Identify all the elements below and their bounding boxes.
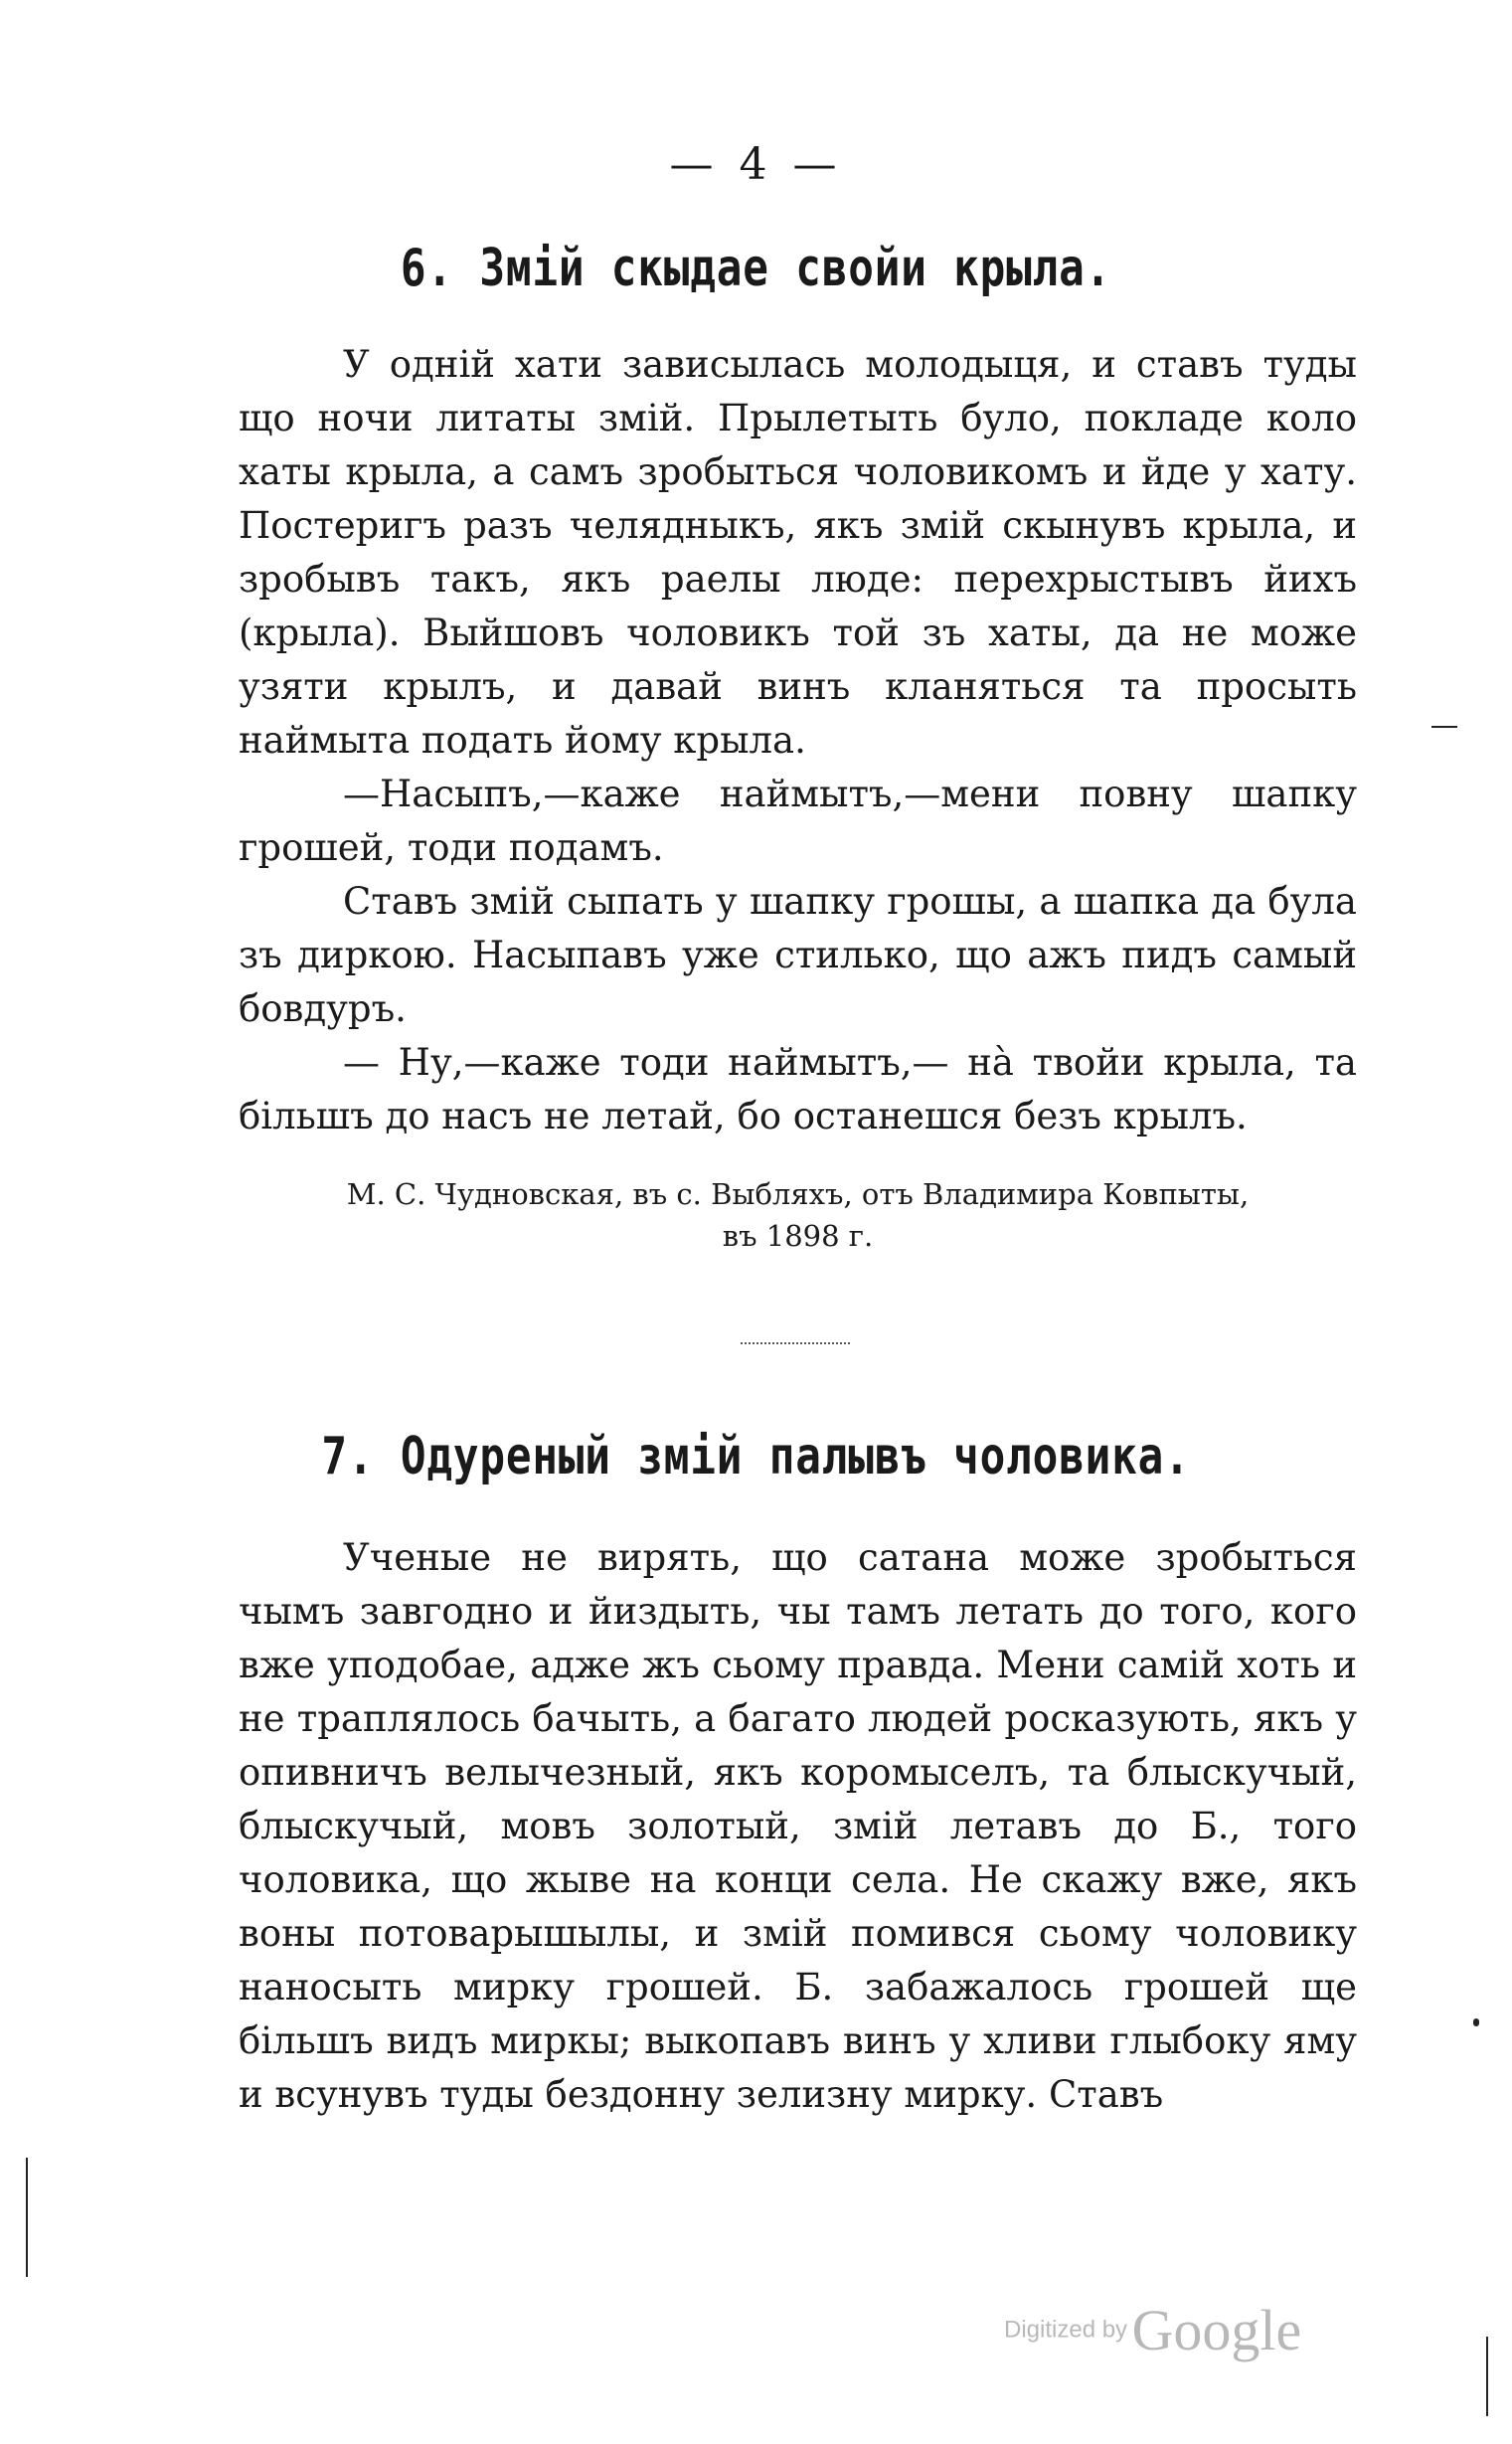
page-number: — 4 — xyxy=(669,139,843,190)
digitized-by-google-watermark xyxy=(1004,2297,1301,2363)
margin-rule-right xyxy=(1486,2337,1488,2416)
google-logo: Google xyxy=(1131,2298,1302,2362)
story-1-heading: 6. Змій скыдае свойи крыла. xyxy=(400,239,1112,298)
story-2-paragraph-1: Ученые не вирять, що сатана може зробыться чымъ завгодно и йиздыть, чы тамъ летать до того, кого вже уподобае, адже жъ сьому правда. Мени самій хоть и не траплялось бачыть, а багато людей росказують, якъ у опивничъ велычезный, якъ коромыселъ, та блыскучый, блыскучый, мовъ золотый, змій летавъ до Б., того чоловика, що жыве на конци села. Не скажу вже, якъ воны потоварышылы, и змій помився сьому чоловику наносыть мирку грошей. Б. забажалось грошей ще більшъ видъ миркы; выкопавъ винъ у хливи глыбоку яму и всунувъ туды бездонну зелизну мирку. Ставъ xyxy=(239,1536,1357,2116)
margin-dash xyxy=(1431,726,1457,728)
attribution-line-2: въ 1898 г. xyxy=(722,1219,874,1253)
margin-dot xyxy=(1473,2018,1479,2026)
attribution-line-1: М. С. Чудновская, въ с. Выбляхъ, отъ Владимира Ковпыты, xyxy=(346,1177,1250,1211)
watermark-prefix: Digitized by xyxy=(1004,2316,1128,2344)
story-2-heading: 7. Одуреный змій палывъ чоловика. xyxy=(321,1427,1191,1486)
margin-rule-left xyxy=(26,2158,28,2277)
section-divider xyxy=(741,1342,850,1346)
story-1-paragraph-4: — Ну,—каже тоди наймытъ,— нà твойи крыла, та більшъ до насъ не летай, бо останешся безъ крылъ. xyxy=(239,1041,1357,1137)
story-1-paragraph-3: Ставъ змій сыпать у шапку грошы, а шапка да була зъ диркою. Насыпавъ уже стилько, що ажъ пидъ самый бовдуръ. xyxy=(239,880,1357,1030)
story-1-paragraph-2: —Насыпъ,—каже наймытъ,—мени повну шапку грошей, тоди подамъ. xyxy=(239,773,1357,869)
story-1-paragraph-1: У одній хати зависылась молодыця, и ставъ туды що ночи литаты змій. Прылетыть було, покладе коло хаты крыла, а самъ зробыться чоловикомъ и йде у хату. Постеригъ разъ челядныкъ, якъ змій скынувъ крыла, и зробывъ такъ, якъ раелы люде: перехрыстывъ йихъ (крыла). Выйшовъ чоловикъ той зъ хаты, да не може узяти крылъ, и давай винъ кланяться та просыть наймыта подать йому крыла. xyxy=(239,343,1357,762)
story-1-attribution xyxy=(239,1173,1357,1257)
